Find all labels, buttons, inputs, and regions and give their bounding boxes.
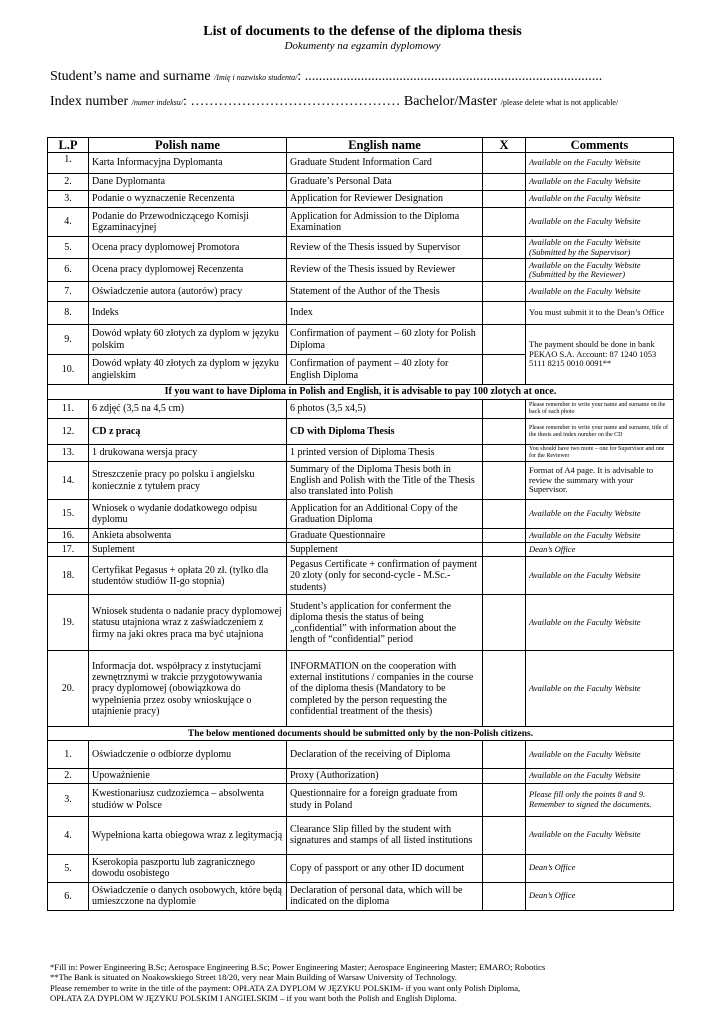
checkbox-cell[interactable] — [483, 302, 526, 325]
footnote-fill-in: *Fill in: Power Engineering B.Sc; Aerospace Engineering B.Sc; Power Engineering Master; Aerospace Engineering Master; EMARO; Robotics — [50, 962, 546, 972]
header-x: X — [483, 138, 526, 153]
row-number: 10. — [48, 355, 89, 385]
english-name: Graduate Student Information Card — [287, 153, 483, 174]
english-name: INFORMATION on the cooperation with external institutions / companies in the course of the diploma thesis (Mandatory to be completed by the person requesting the confidential treatment of the thesis) — [287, 651, 483, 727]
table-row — [48, 153, 674, 174]
checkbox-cell[interactable] — [483, 282, 526, 302]
payment-comment: The payment should be done in bank PEKAO S.A. Account: 87 1240 1053 5111 8215 0010 0091** — [526, 325, 674, 385]
row-number: 8. — [48, 302, 89, 325]
comment: Available on the Faculty Website (Submitted by the Supervisor) — [526, 237, 674, 259]
comment: Available on the Faculty Website — [526, 816, 674, 854]
english-name: Index — [287, 302, 483, 325]
documents-table — [47, 137, 674, 911]
english-name: Graduate’s Personal Data — [287, 174, 483, 191]
row-number: 4. — [48, 208, 89, 237]
index-label: Index number — [50, 94, 129, 109]
english-name: Confirmation of payment – 40 zloty for English Diploma — [287, 355, 483, 385]
table-row — [48, 882, 674, 910]
comment: Please remember to write your name and surname on the back of each photo — [526, 400, 674, 419]
index-dots: : ……………………………………… — [182, 94, 401, 109]
table-row — [48, 325, 674, 355]
table-row — [48, 419, 674, 445]
table-row — [48, 191, 674, 208]
polish-name: Wniosek o wydanie dodatkowego odpisu dyplomu — [89, 500, 287, 529]
checkbox-cell[interactable] — [483, 191, 526, 208]
row-number: 16. — [48, 529, 89, 543]
english-name: Declaration of the receiving of Diploma — [287, 741, 483, 769]
footer-notes — [50, 962, 700, 1003]
english-name: Supplement — [287, 543, 483, 557]
checkbox-cell[interactable] — [483, 208, 526, 237]
row-number: 11. — [48, 400, 89, 419]
name-label-pl: /Imię i nazwisko studenta/ — [214, 73, 298, 82]
comment: Please fill only the points 8 and 9. Remember to signed the documents. — [526, 783, 674, 816]
comment: Available on the Faculty Website — [526, 769, 674, 783]
table-row — [48, 500, 674, 529]
table-row — [48, 816, 674, 854]
polish-name: Ocena pracy dyplomowej Recenzenta — [89, 259, 287, 282]
row-number: 4. — [48, 816, 89, 854]
comment: Available on the Faculty Website — [526, 595, 674, 651]
checkbox-cell[interactable] — [483, 741, 526, 769]
table-row — [48, 208, 674, 237]
document-title: List of documents to the defense of the diploma thesis — [203, 24, 522, 39]
name-label: Student’s name and surname — [50, 69, 211, 84]
name-line — [50, 69, 602, 85]
polish-name: Podanie o wyznaczenie Recenzenta — [89, 191, 287, 208]
english-name: Confirmation of payment – 60 zloty for Polish Diploma — [287, 325, 483, 355]
row-number: 13. — [48, 445, 89, 462]
polish-name: 6 zdjęć (3,5 na 4,5 cm) — [89, 400, 287, 419]
table-row — [48, 259, 674, 282]
table-row — [48, 854, 674, 882]
checkbox-cell[interactable] — [483, 400, 526, 419]
table-row — [48, 400, 674, 419]
comment: You must submit it to the Dean’s Office — [526, 302, 674, 325]
comment: Available on the Faculty Website — [526, 500, 674, 529]
row-number: 15. — [48, 500, 89, 529]
comment: Available on the Faculty Website — [526, 282, 674, 302]
comment: Available on the Faculty Website — [526, 191, 674, 208]
checkbox-cell[interactable] — [483, 816, 526, 854]
checkbox-cell[interactable] — [483, 651, 526, 727]
polish-name: Ankieta absolwenta — [89, 529, 287, 543]
footnote-payment-title: Please remember to write in the title of the payment: OPŁATA ZA DYPLOM W JĘZYKU POLSKIM- if you want only Polish Diploma, — [50, 982, 521, 993]
row-number: 6. — [48, 259, 89, 282]
english-name: Application for Admission to the Diploma Examination — [287, 208, 483, 237]
row-number: 5. — [48, 854, 89, 882]
document-subtitle: Dokumenty na egzamin dyplomowy — [284, 40, 441, 52]
table-row — [48, 445, 674, 462]
row-number: 18. — [48, 557, 89, 595]
english-name: Review of the Thesis issued by Reviewer — [287, 259, 483, 282]
row-number: 7. — [48, 282, 89, 302]
row-number: 3. — [48, 783, 89, 816]
comment: Available on the Faculty Website — [526, 208, 674, 237]
english-name: Summary of the Diploma Thesis both in English and Polish with the Title of the Thesis also translated into Polish — [287, 462, 483, 500]
row-number: 14. — [48, 462, 89, 500]
table-row — [48, 174, 674, 191]
footnote-payment-title-both: OPŁATA ZA DYPLOM W JĘZYKU POLSKIM I ANGIELSKIM – if you want both the Polish and English Diploma. — [50, 992, 457, 1003]
section-note: If you want to have Diploma in Polish and English, it is advisable to pay 100 zlotych at once. — [48, 385, 674, 400]
polish-name: Podanie do Przewodniczącego Komisji Egzaminacyjnej — [89, 208, 287, 237]
row-number: 2. — [48, 769, 89, 783]
polish-name: CD z pracą — [89, 419, 287, 445]
table-row — [48, 769, 674, 783]
row-number: 20. — [48, 651, 89, 727]
table-row — [48, 462, 674, 500]
polish-name: Oświadczenie o odbiorze dyplomu — [89, 741, 287, 769]
polish-name: Dowód wpłaty 60 złotych za dyplom w języku polskim — [89, 325, 287, 355]
checkbox-cell[interactable] — [483, 783, 526, 816]
comment: Available on the Faculty Website — [526, 557, 674, 595]
table-row — [48, 651, 674, 727]
english-name: Graduate Questionnaire — [287, 529, 483, 543]
english-name: Pegasus Certificate + confirmation of payment 20 zloty (only for second-cycle - M.Sc.- students) — [287, 557, 483, 595]
english-name: Statement of the Author of the Thesis — [287, 282, 483, 302]
polish-name: Upoważnienie — [89, 769, 287, 783]
english-name: Copy of passport or any other ID document — [287, 854, 483, 882]
comment: Dean’s Office — [526, 543, 674, 557]
table-header-row — [48, 138, 674, 153]
english-name: Application for an Additional Copy of the Graduation Diploma — [287, 500, 483, 529]
polish-name: 1 drukowana wersja pracy — [89, 445, 287, 462]
english-name: Proxy (Authorization) — [287, 769, 483, 783]
english-name: 6 photos (3,5 x4,5) — [287, 400, 483, 419]
row-number: 6. — [48, 882, 89, 910]
comment: Available on the Faculty Website — [526, 174, 674, 191]
row-number: 19. — [48, 595, 89, 651]
table-row — [48, 543, 674, 557]
index-line — [50, 94, 618, 110]
comment: Available on the Faculty Website — [526, 741, 674, 769]
header-comments: Comments — [526, 138, 674, 153]
checkbox-cell[interactable] — [483, 529, 526, 543]
english-name: Questionnaire for a foreign graduate from study in Poland — [287, 783, 483, 816]
checkbox-cell[interactable] — [483, 259, 526, 282]
checkbox-cell[interactable] — [483, 543, 526, 557]
table-row — [48, 783, 674, 816]
table-row — [48, 302, 674, 325]
comment: Format of A4 page. It is advisable to review the summary with your Supervisor. — [526, 462, 674, 500]
row-number: 1. — [48, 153, 89, 174]
checkbox-cell[interactable] — [483, 882, 526, 910]
polish-name: Kwestionariusz cudzoziemca – absolwenta studiów w Polsce — [89, 783, 287, 816]
english-name: CD with Diploma Thesis — [287, 419, 483, 445]
name-dots: : ..................................................................................... — [297, 69, 603, 84]
polish-name: Streszczenie pracy po polsku i angielsku koniecznie z tytułem pracy — [89, 462, 287, 500]
row-number: 1. — [48, 741, 89, 769]
comment: Available on the Faculty Website — [526, 529, 674, 543]
checkbox-cell[interactable] — [483, 462, 526, 500]
comment: Dean’s Office — [526, 854, 674, 882]
section-row — [48, 727, 674, 741]
english-name: Application for Reviewer Designation — [287, 191, 483, 208]
comment: Available on the Faculty Website — [526, 153, 674, 174]
table-row — [48, 529, 674, 543]
checkbox-cell[interactable] — [483, 854, 526, 882]
table-row — [48, 595, 674, 651]
row-number: 5. — [48, 237, 89, 259]
checkbox-cell[interactable] — [483, 769, 526, 783]
polish-name: Dowód wpłaty 40 złotych za dyplom w języku angielskim — [89, 355, 287, 385]
table-row — [48, 741, 674, 769]
header-polish-name: Polish name — [89, 138, 287, 153]
checkbox-cell[interactable] — [483, 445, 526, 462]
table-row — [48, 237, 674, 259]
checkbox-cell[interactable] — [483, 325, 526, 355]
comment: Please remember to write your name and surname, title of the thesis and index number on the CD — [526, 419, 674, 445]
table-row — [48, 282, 674, 302]
row-number: 9. — [48, 325, 89, 355]
header-lp: L.P — [48, 138, 89, 153]
polish-name: Kserokopia paszportu lub zagranicznego dowodu osobistego — [89, 854, 287, 882]
degree-label: Bachelor/Master — [400, 94, 498, 109]
english-name: Clearance Slip filled by the student with signatures and stamps of all listed institutions — [287, 816, 483, 854]
polish-name: Oświadczenie autora (autorów) pracy — [89, 282, 287, 302]
checkbox-cell[interactable] — [483, 355, 526, 385]
table-row — [48, 557, 674, 595]
comment: Dean’s Office — [526, 882, 674, 910]
checkbox-cell[interactable] — [483, 500, 526, 529]
polish-name: Indeks — [89, 302, 287, 325]
row-number: 3. — [48, 191, 89, 208]
polish-name: Karta Informacyjna Dyplomanta — [89, 153, 287, 174]
section-row — [48, 385, 674, 400]
row-number: 17. — [48, 543, 89, 557]
comment: You should have two more – one for Supervisor and one for the Reviewer — [526, 445, 674, 462]
checkbox-cell[interactable] — [483, 595, 526, 651]
checkbox-cell[interactable] — [483, 419, 526, 445]
polish-name: Informacja dot. współpracy z instytucjami zewnętrznymi w trakcie przygotowywania pracy dyplomowej (obowiązkowa do wypełnienia przez osoby wnioskujące o utajnienie pracy) — [89, 651, 287, 727]
polish-name: Suplement — [89, 543, 287, 557]
polish-name: Ocena pracy dyplomowej Promotora — [89, 237, 287, 259]
comment: Available on the Faculty Website (Submitted by the Reviewer) — [526, 259, 674, 282]
footnote-bank: **The Bank is situated on Noakowskiego Street 18/20, very near Main Building of Warsaw University of Technology. — [50, 972, 457, 983]
english-name: 1 printed version of Diploma Thesis — [287, 445, 483, 462]
polish-name: Dane Dyplomanta — [89, 174, 287, 191]
english-name: Declaration of personal data, which will be indicated on the diploma — [287, 882, 483, 910]
header-english-name: English name — [287, 138, 483, 153]
checkbox-cell[interactable] — [483, 237, 526, 259]
comment: Available on the Faculty Website — [526, 651, 674, 727]
polish-name: Wypełniona karta obiegowa wraz z legitymacją — [89, 816, 287, 854]
checkbox-cell[interactable] — [483, 153, 526, 174]
section-note: The below mentioned documents should be submitted only by the non-Polish citizens. — [48, 727, 674, 741]
row-number: 12. — [48, 419, 89, 445]
english-name: Review of the Thesis issued by Supervisor — [287, 237, 483, 259]
row-number: 2. — [48, 174, 89, 191]
degree-note: /please delete what is not applicable/ — [500, 98, 619, 107]
polish-name: Certyfikat Pegasus + opłata 20 zł. (tylko dla studentów studiów II-go stopnia) — [89, 557, 287, 595]
checkbox-cell[interactable] — [483, 174, 526, 191]
polish-name: Wniosek studenta o nadanie pracy dyplomowej statusu utajniona wraz z zaświadczeniem z firmy na jaki okres praca ma być utajniona — [89, 595, 287, 651]
checkbox-cell[interactable] — [483, 557, 526, 595]
index-label-pl: /numer indeksu/ — [131, 98, 183, 107]
polish-name: Oświadczenie o danych osobowych, które będą umieszczone na dyplomie — [89, 882, 287, 910]
english-name: Student’s application for conferment the diploma thesis the status of being „confidential” with information about the length of “confidential” period — [287, 595, 483, 651]
